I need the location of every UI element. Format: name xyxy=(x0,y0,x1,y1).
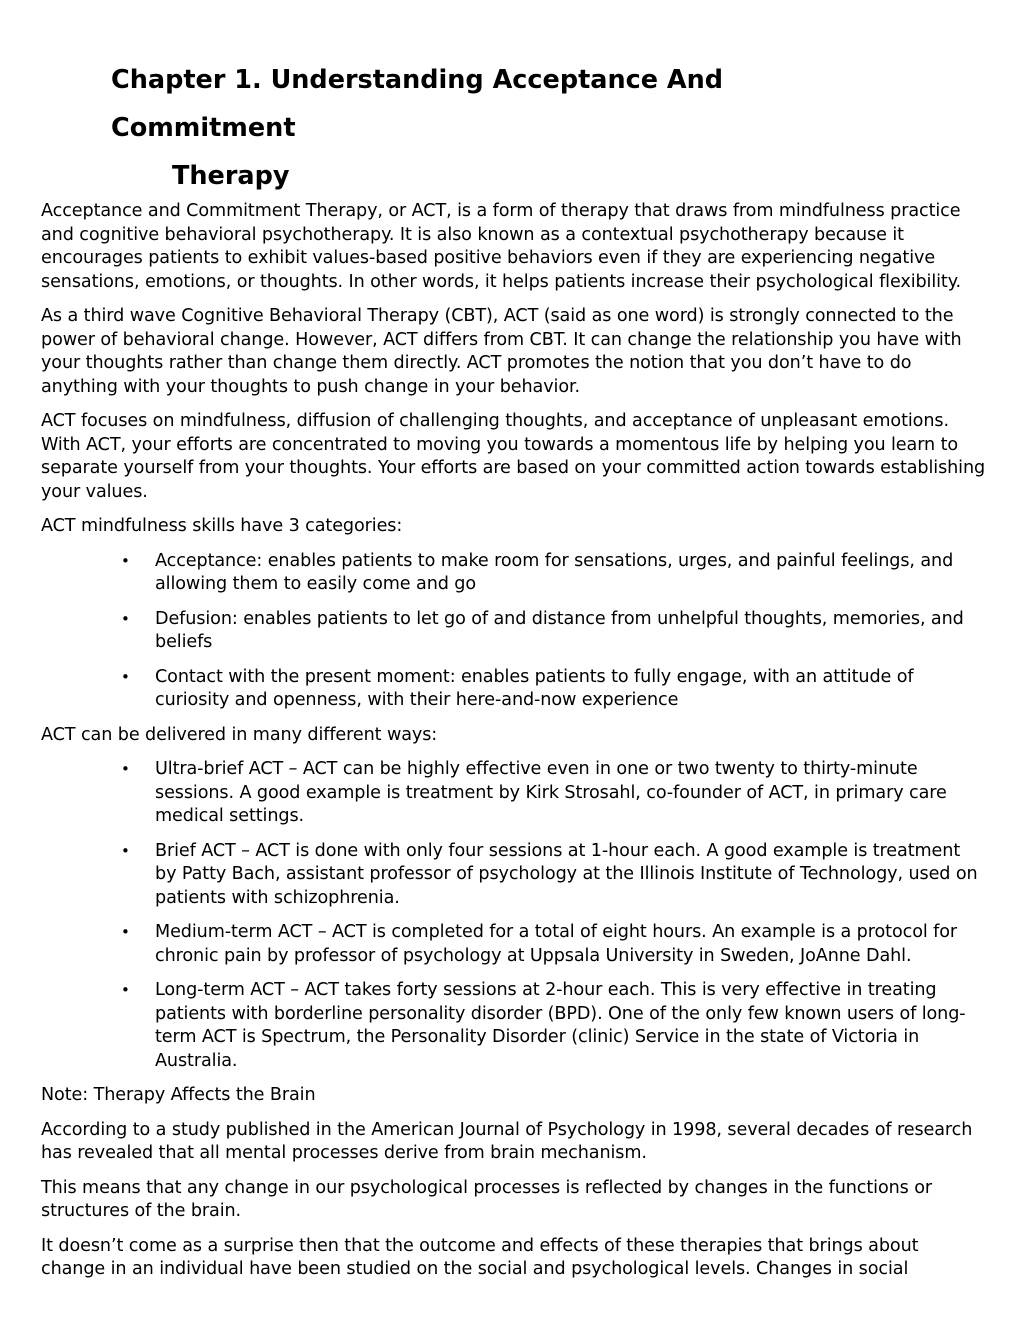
chapter-title xyxy=(41,0,911,200)
list-item: • Ultra-brief ACT – ACT can be highly effective even in one or two twenty to thirty-minute sessions. A good example is treatment by Kirk Strosahl, co-founder of ACT, in primary care medical settings. xyxy=(155,758,986,829)
paragraph-third-wave: As a third wave Cognitive Behavioral Therapy (CBT), ACT (said as one word) is strongly connected to the power of behavioral change. However, ACT differs from CBT. It can change the relationship you have with your thoughts rather than change them directly. ACT promotes the notion that you don’t have to do anything with your thoughts to push change in your behavior. xyxy=(41,306,962,397)
paragraph-intro: Acceptance and Commitment Therapy, or ACT, is a form of therapy that draws from mindfulness practice and cognitive behavioral psychotherapy. It is also known as a contextual psychotherapy because it encourages patients to exhibit values-based positive behaviors even if they are experiencing negative sensations, emotions, or thoughts. In other words, it helps patients increase their psychological flexibility. xyxy=(41,201,962,292)
skills-list xyxy=(41,550,986,713)
list-item: • Brief ACT – ACT is done with only four sessions at 1-hour each. A good example is treatment by Patty Bach, assistant professor of psychology at the Illinois Institute of Technology, used on patients with schizophrenia. xyxy=(155,840,986,911)
paragraph-skills-intro: ACT mindfulness skills have 3 categories: xyxy=(41,516,403,536)
list-item: • Contact with the present moment: enables patients to fully engage, with an attitude of curiosity and openness, with their here-and-now experience xyxy=(155,666,986,713)
chapter-title-line2: Therapy xyxy=(172,161,290,191)
paragraph-focus: ACT focuses on mindfulness, diffusion of challenging thoughts, and acceptance of unpleasant emotions. With ACT, your efforts are concentrated to moving you towards a momentous life by helping you learn to separate yourself from your thoughts. Your efforts are based on your committed action towards establishing your values. xyxy=(41,411,986,502)
document-page xyxy=(41,0,986,1293)
chapter-title-line1: Chapter 1. Understanding Acceptance And Commitment xyxy=(111,65,724,143)
paragraph-brain-change: This means that any change in our psychological processes is reflected by changes in the functions or structures of the brain. xyxy=(41,1177,933,1221)
list-item: • Acceptance: enables patients to make room for sensations, urges, and painful feelings, and allowing them to easily come and go xyxy=(155,550,986,597)
paragraph-study: According to a study published in the American Journal of Psychology in 1998, several decades of research has revealed that all mental processes derive from brain mechanism. xyxy=(41,1119,973,1163)
paragraph-delivery-intro: ACT can be delivered in many different ways: xyxy=(41,724,438,745)
paragraph-outcome: It doesn’t come as a surprise then that the outcome and effects of these therapies that brings about change in an individual have been studied on the social and psychological levels. Changes in social xyxy=(41,1235,919,1279)
paragraph-note: Note: Therapy Affects the Brain xyxy=(41,1085,316,1105)
list-item: • Defusion: enables patients to let go of and distance from unhelpful thoughts, memories, and beliefs xyxy=(155,608,986,655)
delivery-list xyxy=(41,758,986,1073)
list-item: • Medium-term ACT – ACT is completed for a total of eight hours. An example is a protocol for chronic pain by professor of psychology at Uppsala University in Sweden, JoAnne Dahl. xyxy=(155,921,986,968)
list-item: • Long-term ACT – ACT takes forty sessions at 2-hour each. This is very effective in treating patients with borderline personality disorder (BPD). One of the only few known users of long-term ACT is Spectrum, the Personality Disorder (clinic) Service in the state of Victoria in Australia. xyxy=(155,979,986,1073)
